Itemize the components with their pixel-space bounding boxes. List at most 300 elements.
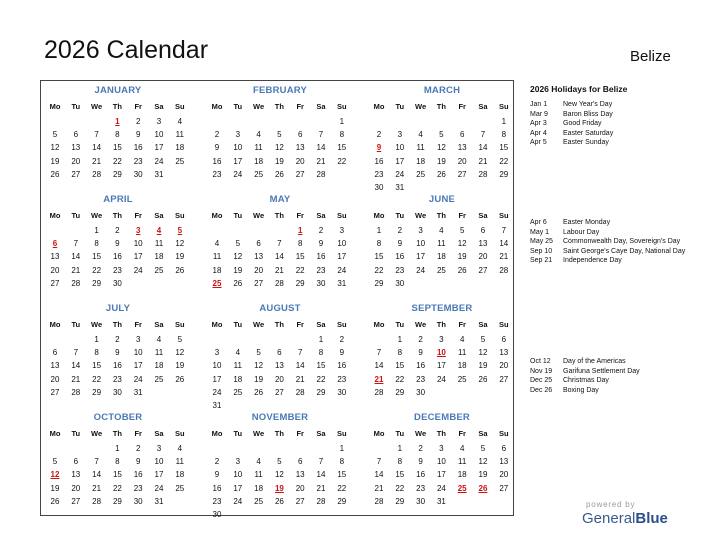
day-cell: 26 [233, 278, 243, 288]
day-cell: 10 [395, 143, 405, 153]
day-cell: 12 [233, 252, 243, 262]
day-cell: 25 [254, 496, 264, 506]
day-cell: 8 [339, 457, 345, 467]
day-cell: 28 [316, 169, 326, 179]
holiday-name: Easter Sunday [563, 139, 609, 147]
day-cell: 1 [94, 226, 99, 235]
day-cell: 28 [295, 387, 305, 397]
day-cell: 5 [480, 335, 486, 344]
day-cell: 23 [133, 483, 143, 493]
day-cell: 2 [339, 335, 345, 344]
day-cell: 11 [175, 457, 184, 467]
weekday-header: Su [499, 211, 509, 220]
day-cell: 18 [416, 156, 426, 166]
day-cell: 12 [274, 470, 284, 480]
day-cell: 27 [254, 278, 264, 288]
holiday-entry [530, 138, 710, 148]
month-name: DECEMBER [414, 412, 470, 423]
day-cell: 26 [274, 169, 284, 179]
weekday-header: Fr [134, 211, 142, 220]
holiday-name: Independence Day [563, 257, 622, 265]
holiday-day-cell: 26 [478, 483, 488, 493]
day-cell: 23 [133, 156, 143, 166]
day-cell: 22 [112, 483, 122, 493]
day-cell: 20 [274, 374, 284, 384]
day-cell: 29 [112, 169, 122, 179]
day-cell: 4 [214, 239, 220, 249]
day-cell: 13 [50, 361, 60, 371]
day-cell: 23 [416, 374, 426, 384]
weekday-header: Fr [296, 320, 304, 329]
weekday-header: Fr [296, 429, 304, 438]
weekday-header: Sa [316, 429, 326, 438]
day-cell: 21 [71, 265, 81, 275]
weekday-header: Su [337, 211, 347, 220]
day-cell: 30 [212, 510, 222, 519]
weekday-header: Sa [316, 320, 326, 329]
holiday-date: Nov 19 [530, 367, 553, 375]
day-cell: 20 [254, 265, 264, 275]
day-cell: 23 [374, 169, 384, 179]
day-cell: 18 [154, 252, 164, 262]
weekday-header: Fr [458, 429, 466, 438]
day-cell: 12 [436, 143, 446, 153]
day-cell: 10 [154, 130, 164, 140]
holiday-day-cell: 21 [374, 374, 384, 384]
day-cell: 31 [133, 387, 143, 397]
day-cell: 21 [71, 374, 81, 384]
weekday-header: We [91, 320, 103, 329]
day-cell: 27 [457, 169, 467, 179]
day-cell: 31 [337, 278, 347, 288]
weekday-header: Tu [71, 320, 81, 329]
day-cell: 8 [339, 130, 345, 140]
day-cell: 7 [376, 457, 382, 467]
day-cell: 13 [457, 143, 467, 153]
day-cell: 30 [374, 183, 384, 192]
holiday-entry [530, 386, 710, 396]
holiday-date: Apr 3 [530, 120, 547, 128]
day-cell: 18 [254, 483, 264, 493]
day-cell: 7 [73, 348, 79, 358]
day-cell: 19 [233, 265, 243, 275]
holiday-day-cell: 25 [212, 278, 222, 288]
day-cell: 15 [395, 361, 405, 371]
day-cell: 5 [439, 130, 444, 140]
day-cell: 22 [499, 156, 509, 166]
holiday-day-cell: 1 [297, 226, 303, 235]
day-cell: 7 [94, 457, 99, 467]
day-cell: 3 [439, 444, 444, 453]
day-cell: 3 [135, 335, 141, 344]
weekday-header: Mo [211, 429, 223, 438]
day-cell: 6 [501, 335, 507, 344]
day-cell: 2 [214, 130, 220, 140]
day-cell: 13 [50, 252, 60, 262]
day-cell: 1 [397, 444, 403, 453]
day-cell: 14 [478, 143, 488, 153]
weekday-header: Th [436, 211, 446, 220]
day-cell: 30 [316, 278, 326, 288]
day-cell: 15 [92, 361, 102, 371]
holiday-day-cell: 3 [135, 226, 141, 235]
day-cell: 20 [499, 361, 509, 371]
day-cell: 9 [418, 348, 423, 358]
day-cell: 21 [92, 156, 102, 166]
day-cell: 22 [337, 483, 347, 493]
weekday-header: Th [112, 429, 122, 438]
day-cell: 4 [418, 130, 423, 140]
day-cell: 13 [499, 457, 509, 467]
day-cell: 9 [115, 239, 120, 249]
month-name: SEPTEMBER [411, 303, 473, 314]
brand-blue: Blue [635, 510, 668, 527]
day-cell: 14 [295, 361, 305, 371]
day-cell: 21 [92, 483, 102, 493]
day-cell: 25 [254, 169, 264, 179]
day-cell: 7 [297, 348, 303, 358]
day-cell: 16 [133, 470, 143, 480]
holiday-date: Oct 12 [530, 358, 551, 365]
weekday-header: Th [112, 211, 122, 220]
day-cell: 25 [233, 387, 243, 397]
day-cell: 2 [214, 457, 220, 467]
holiday-date: Sep 21 [530, 257, 553, 265]
page-title: 2026 Calendar [44, 36, 209, 64]
day-cell: 5 [235, 239, 241, 249]
day-cell: 25 [154, 374, 164, 384]
powered-by-text: powered by [586, 500, 636, 509]
day-cell: 30 [337, 387, 347, 397]
weekday-header: Fr [134, 429, 142, 438]
day-cell: 2 [135, 444, 141, 453]
day-cell: 25 [436, 265, 446, 275]
day-cell: 28 [499, 265, 509, 275]
weekday-header: Th [274, 102, 284, 111]
day-cell: 2 [397, 226, 403, 235]
day-cell: 20 [499, 470, 509, 480]
day-cell: 6 [256, 239, 261, 249]
day-cell: 9 [214, 143, 220, 153]
holiday-date: Sep 10 [530, 247, 553, 255]
weekday-header: Fr [134, 320, 142, 329]
day-cell: 17 [212, 374, 222, 384]
day-cell: 20 [71, 483, 81, 493]
weekday-header: Sa [316, 102, 326, 111]
day-cell: 11 [154, 239, 164, 249]
day-cell: 12 [478, 348, 488, 358]
day-cell: 15 [499, 143, 509, 153]
day-cell: 16 [112, 252, 122, 262]
day-cell: 5 [277, 457, 282, 467]
day-cell: 1 [94, 335, 99, 344]
day-cell: 5 [52, 457, 58, 467]
day-cell: 16 [416, 361, 426, 371]
day-cell: 6 [297, 457, 303, 467]
month-name: MAY [269, 194, 291, 205]
weekday-header: Fr [458, 211, 466, 220]
day-cell: 7 [277, 239, 282, 249]
weekday-header: We [415, 429, 427, 438]
day-cell: 11 [458, 348, 467, 358]
day-cell: 30 [133, 169, 143, 179]
day-cell: 28 [71, 278, 81, 288]
day-cell: 29 [112, 496, 122, 506]
day-cell: 8 [115, 457, 120, 467]
day-cell: 6 [73, 457, 79, 467]
holiday-entry [530, 357, 710, 367]
day-cell: 26 [50, 496, 60, 506]
weekday-header: We [253, 320, 265, 329]
holiday-group-2 [530, 218, 710, 266]
day-cell: 28 [92, 496, 102, 506]
day-cell: 26 [50, 169, 60, 179]
holiday-name: Garifuna Settlement Day [563, 367, 640, 375]
weekday-header: Fr [458, 320, 466, 329]
day-cell: 1 [397, 335, 403, 344]
weekday-header: Mo [373, 429, 385, 438]
holiday-name: Boxing Day [563, 386, 599, 394]
day-cell: 3 [339, 226, 345, 235]
weekday-header: Mo [49, 429, 61, 438]
day-cell: 10 [436, 457, 446, 467]
day-cell: 12 [175, 348, 185, 358]
day-cell: 7 [376, 348, 382, 358]
holiday-group-3 [530, 357, 710, 395]
day-cell: 17 [133, 361, 143, 371]
weekday-header: Th [436, 320, 446, 329]
day-cell: 4 [256, 457, 261, 467]
weekday-header: Fr [296, 102, 304, 111]
weekday-header: Tu [233, 102, 243, 111]
month-name: JUNE [428, 194, 456, 205]
day-cell: 22 [337, 156, 347, 166]
day-cell: 11 [254, 143, 263, 153]
day-cell: 17 [416, 252, 426, 262]
day-cell: 17 [133, 252, 143, 262]
weekday-header: Su [499, 102, 509, 111]
day-cell: 24 [436, 483, 446, 493]
day-cell: 23 [395, 265, 405, 275]
day-cell: 31 [154, 496, 164, 506]
day-cell: 23 [316, 265, 326, 275]
day-cell: 29 [92, 278, 102, 288]
weekday-header: Th [436, 102, 446, 111]
day-cell: 27 [478, 265, 488, 275]
weekday-header: Mo [373, 320, 385, 329]
day-cell: 19 [478, 361, 488, 371]
holiday-group-1 [530, 100, 710, 148]
weekday-header: Sa [154, 102, 164, 111]
weekday-header: Su [499, 320, 509, 329]
day-cell: 11 [154, 348, 164, 358]
holiday-entry [530, 110, 710, 120]
day-cell: 9 [397, 239, 403, 249]
weekday-header: We [91, 211, 103, 220]
holiday-day-cell: 9 [376, 143, 382, 153]
day-cell: 5 [177, 335, 183, 344]
day-cell: 23 [212, 496, 222, 506]
day-cell: 25 [416, 169, 426, 179]
day-cell: 3 [214, 348, 220, 358]
month-name: AUGUST [259, 303, 301, 314]
holiday-entry [530, 237, 710, 247]
day-cell: 16 [212, 483, 222, 493]
weekday-header: Mo [49, 102, 61, 111]
holiday-entry [530, 228, 710, 238]
holiday-entry [530, 256, 710, 266]
day-cell: 9 [418, 457, 423, 467]
day-cell: 13 [254, 252, 264, 262]
day-cell: 22 [92, 374, 102, 384]
day-cell: 16 [374, 156, 384, 166]
day-cell: 8 [115, 130, 120, 140]
day-cell: 8 [376, 239, 382, 249]
day-cell: 19 [175, 361, 185, 371]
month-name: NOVEMBER [251, 412, 309, 423]
weekday-header: Fr [458, 102, 466, 111]
day-cell: 12 [478, 457, 488, 467]
day-cell: 28 [92, 169, 102, 179]
day-cell: 30 [112, 278, 122, 288]
holiday-name: Baron Bliss Day [563, 110, 613, 118]
day-cell: 11 [458, 457, 467, 467]
day-cell: 14 [92, 143, 102, 153]
weekday-header: Mo [49, 211, 61, 220]
holiday-date: Dec 26 [530, 386, 553, 394]
day-cell: 17 [337, 252, 347, 262]
day-cell: 13 [295, 143, 305, 153]
day-cell: 15 [395, 470, 405, 480]
day-cell: 18 [457, 470, 467, 480]
day-cell: 28 [374, 387, 384, 397]
day-cell: 10 [154, 457, 164, 467]
day-cell: 12 [50, 143, 60, 153]
day-cell: 23 [212, 169, 222, 179]
day-cell: 7 [501, 226, 507, 235]
day-cell: 22 [374, 265, 384, 275]
holiday-day-cell: 12 [50, 470, 60, 480]
day-cell: 18 [436, 252, 446, 262]
day-cell: 7 [94, 130, 99, 140]
day-cell: 6 [277, 348, 282, 358]
day-cell: 27 [71, 496, 81, 506]
day-cell: 17 [233, 483, 243, 493]
day-cell: 7 [480, 130, 486, 140]
day-cell: 8 [94, 239, 99, 249]
weekday-header: Th [112, 320, 122, 329]
month-name: OCTOBER [93, 412, 143, 423]
holiday-day-cell: 25 [457, 483, 467, 493]
day-cell: 4 [256, 130, 261, 140]
day-cell: 13 [295, 470, 305, 480]
weekday-header: Th [274, 211, 284, 220]
generalblue-logo[interactable] [582, 510, 668, 527]
day-cell: 30 [416, 496, 426, 506]
day-cell: 10 [212, 361, 222, 371]
weekday-header: We [415, 320, 427, 329]
day-cell: 14 [374, 361, 384, 371]
brand-general: General [582, 510, 636, 527]
day-cell: 3 [235, 457, 241, 467]
day-cell: 6 [501, 444, 507, 453]
weekday-header: Tu [233, 429, 243, 438]
weekday-header: Mo [373, 102, 385, 111]
day-cell: 25 [175, 483, 185, 493]
day-cell: 16 [133, 143, 143, 153]
holiday-name: Good Friday [563, 120, 602, 128]
weekday-header: Th [436, 429, 446, 438]
day-cell: 26 [274, 496, 284, 506]
day-cell: 25 [175, 156, 185, 166]
day-cell: 27 [499, 374, 509, 384]
day-cell: 4 [459, 335, 465, 344]
weekday-header: Tu [71, 102, 81, 111]
day-cell: 5 [256, 348, 261, 358]
day-cell: 19 [50, 156, 60, 166]
day-cell: 2 [418, 444, 423, 453]
day-cell: 8 [318, 348, 324, 358]
holiday-name: Day of the Americas [563, 358, 626, 365]
day-cell: 18 [457, 361, 467, 371]
day-cell: 7 [318, 457, 324, 467]
weekday-header: Fr [134, 102, 142, 111]
weekday-header: Su [337, 429, 347, 438]
day-cell: 18 [212, 265, 222, 275]
day-cell: 21 [316, 156, 326, 166]
day-cell: 26 [175, 265, 185, 275]
weekday-header: Fr [296, 211, 304, 220]
day-cell: 23 [337, 374, 347, 384]
day-cell: 21 [295, 374, 305, 384]
day-cell: 11 [212, 252, 222, 262]
day-cell: 3 [235, 130, 241, 140]
weekday-header: Tu [71, 429, 81, 438]
day-cell: 5 [277, 130, 282, 140]
day-cell: 6 [480, 226, 486, 235]
day-cell: 8 [501, 130, 507, 140]
month-name: FEBRUARY [252, 85, 308, 96]
day-cell: 14 [316, 470, 326, 480]
weekday-header: Sa [154, 211, 164, 220]
day-cell: 1 [339, 117, 345, 126]
month-name: MARCH [423, 85, 461, 96]
day-cell: 12 [254, 361, 264, 371]
day-cell: 22 [112, 156, 122, 166]
day-cell: 9 [318, 239, 324, 249]
holiday-entry [530, 367, 710, 377]
day-cell: 10 [133, 348, 143, 358]
weekday-header: We [253, 429, 265, 438]
day-cell: 2 [376, 130, 382, 140]
day-cell: 11 [416, 143, 425, 153]
day-cell: 28 [316, 496, 326, 506]
day-cell: 6 [297, 130, 303, 140]
day-cell: 14 [71, 361, 81, 371]
day-cell: 27 [71, 169, 81, 179]
weekday-header: We [91, 429, 103, 438]
day-cell: 3 [156, 444, 162, 453]
day-cell: 20 [50, 374, 60, 384]
weekday-header: Mo [211, 102, 223, 111]
day-cell: 3 [397, 130, 403, 140]
day-cell: 2 [115, 335, 120, 344]
day-cell: 21 [478, 156, 488, 166]
holiday-entry [530, 129, 710, 139]
day-cell: 14 [316, 143, 326, 153]
day-cell: 13 [478, 239, 488, 249]
weekday-header: Su [175, 211, 185, 220]
